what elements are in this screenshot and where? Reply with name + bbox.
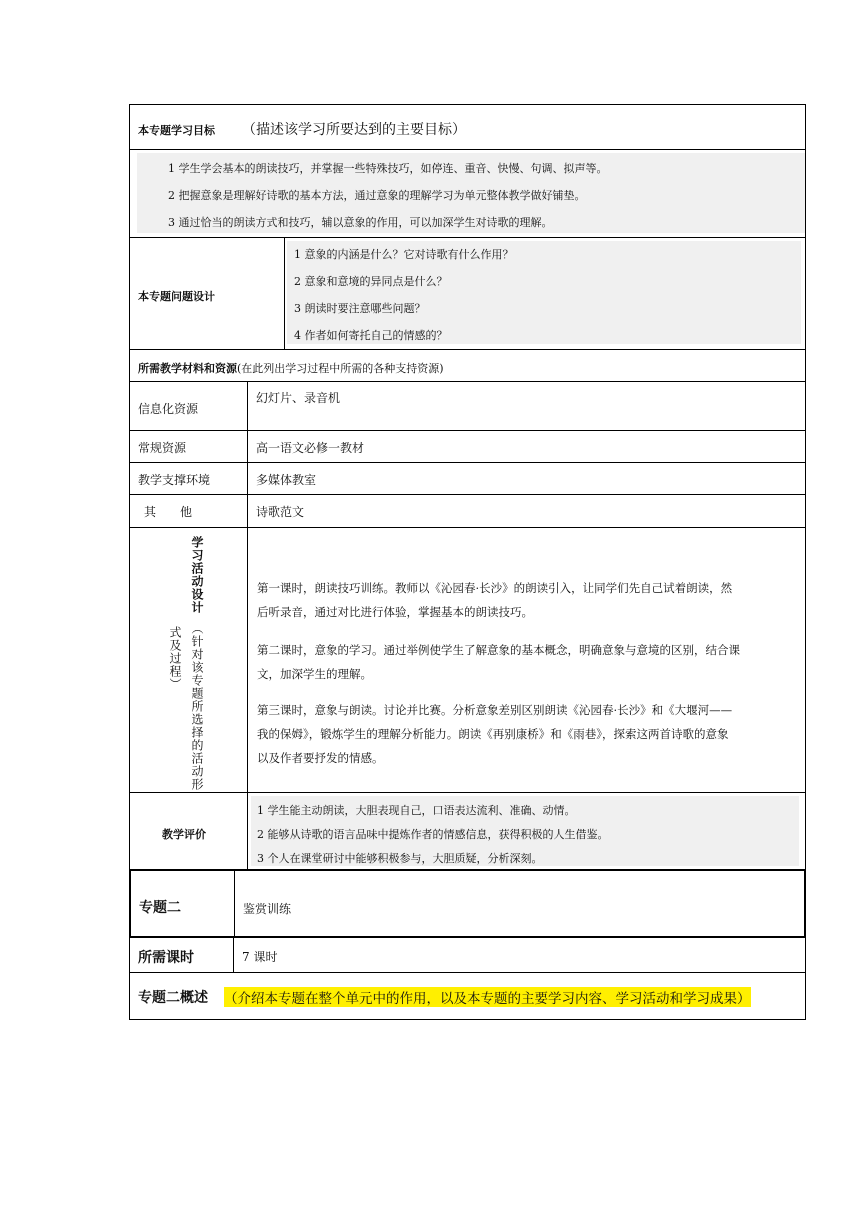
goal-item-3: 3 通过恰当的朗读方式和技巧，辅以意象的作用，可以加深学生对诗歌的理解。 — [168, 216, 553, 229]
evaluation-label: 教学评价 — [162, 828, 206, 841]
goal-item-2: 2 把握意象是理解好诗歌的基本方法，通过意象的理解学习为单元整体教学做好铺垫。 — [168, 189, 586, 202]
overview-label: 专题二概述 — [138, 990, 208, 1006]
question-item-4: 4 作者如何寄托自己的情感的？ — [294, 329, 448, 342]
questions-label: 本专题问题设计 — [138, 290, 215, 303]
topic2-value: 鉴赏训练 — [243, 902, 292, 916]
materials-value-other: 诗歌范文 — [256, 505, 305, 519]
activity-row — [129, 527, 806, 793]
materials-header-label: 所需教学材料和资源 — [138, 362, 237, 375]
evaluation-item-1: 1 学生能主动朗读，大胆表现自己，口语表达流利、准确、动情。 — [257, 804, 576, 817]
materials-value-environment: 多媒体教室 — [256, 473, 317, 487]
materials-label-info: 信息化资源 — [138, 402, 199, 416]
materials-header-row — [129, 349, 806, 382]
topic2-row — [129, 869, 806, 938]
evaluation-item-2: 2 能够从诗歌的语言品味中提炼作者的情感信息，获得积极的人生借鉴。 — [257, 828, 609, 841]
activity-paragraph-3: 第三课时，意象与朗读。讨论并比赛。分析意象差别区别朗读《沁园春·长沙》和《大堰河—— 我的保姆》，锻炼学生的理解分析能力。朗读《再别康桥》和《雨巷》，探索这两首诗歌的意象 以及作者要抒发的情感。 — [257, 703, 733, 765]
materials-header-desc: (在此列出学习过程中所需的各种支持资源) — [237, 362, 444, 375]
hours-value: 7 课时 — [242, 950, 278, 964]
question-item-1: 1 意象的内涵是什么？它对诗歌有什么作用？ — [294, 248, 514, 261]
materials-value-regular: 高一语文必修一教材 — [256, 441, 365, 455]
questions-row — [129, 237, 806, 350]
goals-content-row — [129, 149, 806, 238]
materials-label-environment: 教学支撑环境 — [138, 473, 211, 487]
materials-row-info — [129, 381, 806, 431]
evaluation-row — [129, 792, 806, 870]
materials-value-info: 幻灯片、录音机 — [256, 391, 341, 405]
activity-paragraph-2: 第二课时，意象的学习。通过举例使学生了解意象的基本概念，明确意象与意境的区别，结合课 文，加深学生的理解。 — [257, 643, 740, 681]
goals-header-row — [129, 104, 806, 150]
question-item-2: 2 意象和意境的异同点是什么？ — [294, 275, 448, 288]
materials-row-other — [129, 494, 806, 528]
question-item-3: 3 朗读时要注意哪些问题？ — [294, 302, 426, 315]
activity-label-bold: 学习活动设计 — [190, 536, 204, 614]
overview-row — [129, 972, 806, 1020]
materials-label-other: 其 他 — [144, 505, 193, 519]
activity-paragraph-1: 第一课时，朗读技巧训练。教师以《沁园春·长沙》的朗读引入，让同学们先自己试着朗读，然 后听录音，通过对比进行体验，掌握基本的朗读技巧。 — [257, 581, 733, 619]
materials-label-regular: 常规资源 — [138, 441, 187, 455]
hours-row — [129, 937, 806, 973]
goals-header-desc: （描述该学习所要达到的主要目标） — [242, 122, 466, 138]
topic2-label: 专题二 — [139, 900, 181, 916]
activity-label-col3: 式及过程） — [168, 626, 182, 691]
materials-row-environment — [129, 462, 806, 495]
goals-header-label: 本专题学习目标 — [138, 124, 215, 137]
overview-desc: （介绍本专题在整个单元中的作用，以及本专题的主要学习内容、学习活动和学习成果） — [224, 987, 751, 1007]
goal-item-1: 1 学生学会基本的朗读技巧，并掌握一些特殊技巧，如停连、重音、快慢、句调、拟声等。 — [168, 162, 608, 175]
materials-header — [138, 360, 444, 376]
hours-label: 所需课时 — [138, 950, 194, 966]
materials-row-regular — [129, 430, 806, 463]
activity-label-col2: （针对该专题所选择的活动形 — [190, 622, 204, 791]
evaluation-item-3: 3 个人在课堂研讨中能够积极参与，大胆质疑，分析深刻。 — [257, 852, 543, 865]
